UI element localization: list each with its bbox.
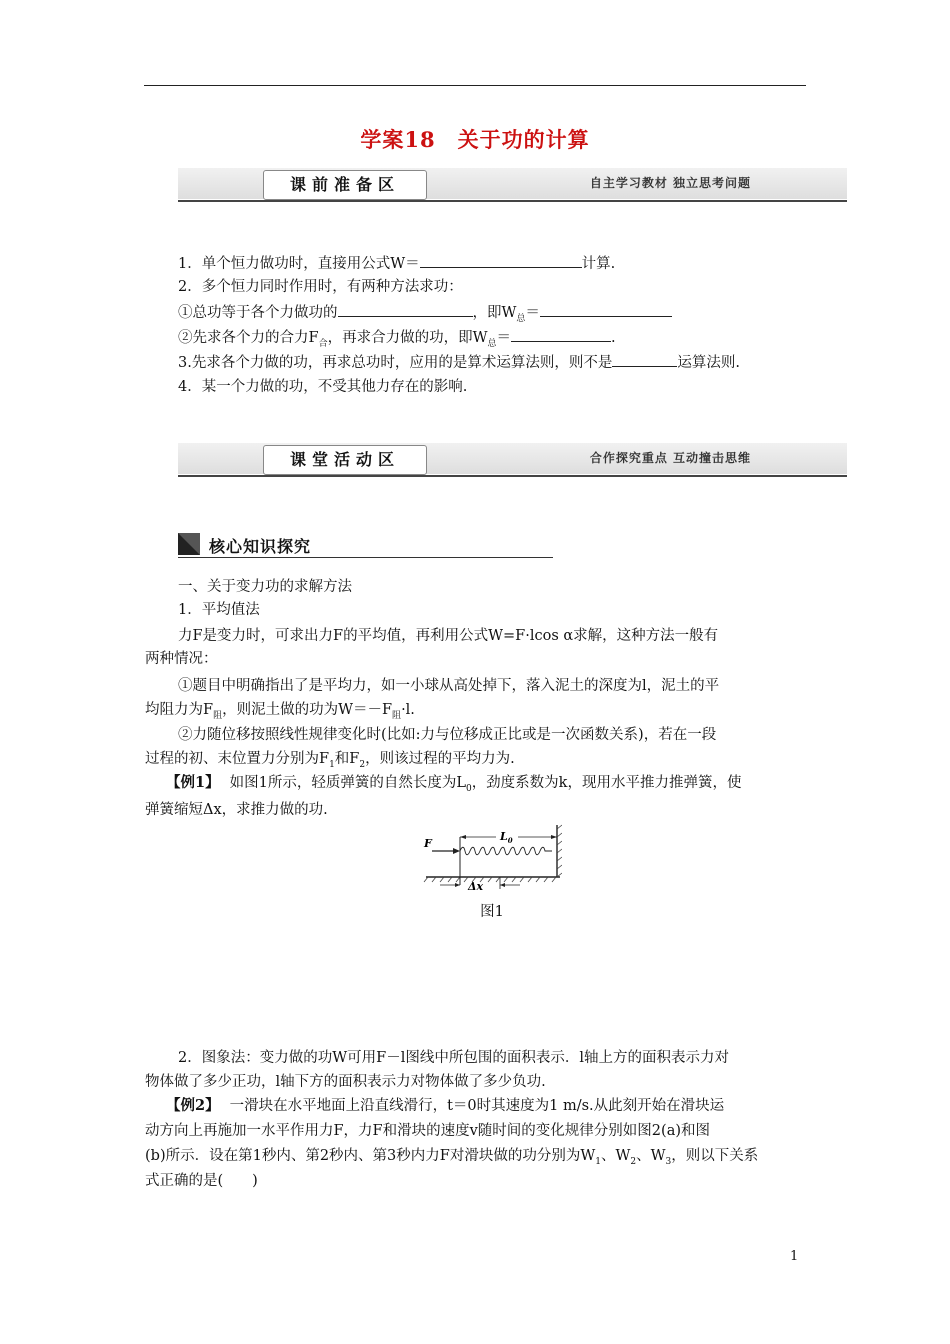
method-2-line-2: 物体做了多少正功，l轴下方的面积表示力对物体做了多少负功. bbox=[145, 1074, 546, 1090]
prep-item-6: 4．某一个力做的功，不受其他力存在的影响. bbox=[178, 379, 468, 395]
para-3-line-2: 过程的初、末位置力分别为$F_1$和$F_2$，则该过程的平均力为. bbox=[145, 751, 515, 770]
prep-item-3: ①总功等于各个力做功的 ，即$W_总=$ bbox=[178, 302, 672, 329]
example-2-line-4: 式正确的是( ) bbox=[145, 1173, 258, 1189]
para-2-line-1: ①题目中明确指出了是平均力，如一小球从高处掉下，落入泥土的深度为l，泥土的平 bbox=[178, 678, 720, 694]
core-heading bbox=[178, 533, 553, 559]
figure-1-caption: 图1 bbox=[480, 904, 504, 920]
example-2-label: 【例2】 bbox=[166, 1097, 220, 1114]
section-tab-class: 课堂活动区 bbox=[263, 445, 427, 475]
method-1-title: 1．平均值法 bbox=[178, 602, 260, 618]
prep-item-5: 3.先求各个力做的功，再求总功时，应用的是算术运算法则，则不是 运算法则. bbox=[178, 352, 740, 373]
example-1-label: 【例1】 bbox=[166, 774, 220, 791]
figure-1-spring-diagram bbox=[420, 823, 562, 895]
section-tab-prep: 课前准备区 bbox=[263, 170, 427, 200]
triangle-marker-icon bbox=[178, 533, 200, 555]
prep-item-2: 2．多个恒力同时作用时，有两种方法求功： bbox=[178, 279, 463, 295]
section-band-class bbox=[178, 443, 847, 479]
section-band-prep bbox=[178, 168, 847, 204]
example-1-line-2: 弹簧缩短Δx，求推力做的功. bbox=[145, 802, 328, 818]
prep-item-4: ②先求各个力的合力$F_合$，再求合力做的功，即$W_总=$ . bbox=[178, 327, 616, 354]
page-number: 1 bbox=[790, 1249, 799, 1264]
example-1-line-1: 【例1】 如图1所示，轻质弹簧的自然长度为$L_0$，劲度系数为k，现用水平推力推弹簧，使 bbox=[166, 774, 742, 794]
method-2-line-1: 2．图象法：变力做的功W可用F－l图线中所包围的面积表示．l轴上方的面积表示力对 bbox=[178, 1050, 729, 1066]
section-motto-class: 合作探究重点 互动撞击思维 bbox=[589, 451, 751, 465]
example-2-line-1: 【例2】 一滑块在水平地面上沿直线滑行，t＝0时其速度为1 m/s.从此刻开始在滑块运 bbox=[166, 1097, 725, 1114]
figure-1-L-label: $L_0$ bbox=[500, 830, 513, 845]
example-2-line-2: 动方向上再施加一水平作用力F，力F和滑块的速度v随时间的变化规律分别如图2(a)和图 bbox=[145, 1123, 710, 1139]
page-title: 学案18 关于功的计算 bbox=[360, 127, 590, 152]
top-rule bbox=[144, 85, 806, 86]
para-1-line-1: 力F是变力时，可求出力F的平均值，再利用公式W=F·lcos α求解，这种方法一般有 bbox=[178, 628, 719, 644]
prep-item-1: 1．单个恒力做功时，直接用公式W＝ 计算. bbox=[178, 253, 615, 274]
subsection-1: 一、关于变力功的求解方法 bbox=[178, 579, 352, 595]
section-motto-prep: 自主学习教材 独立思考问题 bbox=[589, 176, 751, 190]
para-2-line-2: 均阻力为$F_阻$，则泥土做的功为$W=-F_阻\cdot l$. bbox=[145, 702, 415, 721]
example-2-line-3: (b)所示．设在第1秒内、第2秒内、第3秒内力F对滑块做的功分别为$W_1$、$W_2$、$W_3$，则以下关系 bbox=[145, 1148, 759, 1167]
para-3-line-1: ②力随位移按照线性规律变化时(比如:力与位移成正比或是一次函数关系)，若在一段 bbox=[178, 727, 717, 743]
figure-1-F-label: F bbox=[424, 837, 432, 850]
figure-1-dx-label: Δx bbox=[468, 880, 484, 893]
para-1-line-2: 两种情况： bbox=[145, 651, 218, 667]
core-heading-text: 核心知识探究 bbox=[209, 537, 312, 556]
